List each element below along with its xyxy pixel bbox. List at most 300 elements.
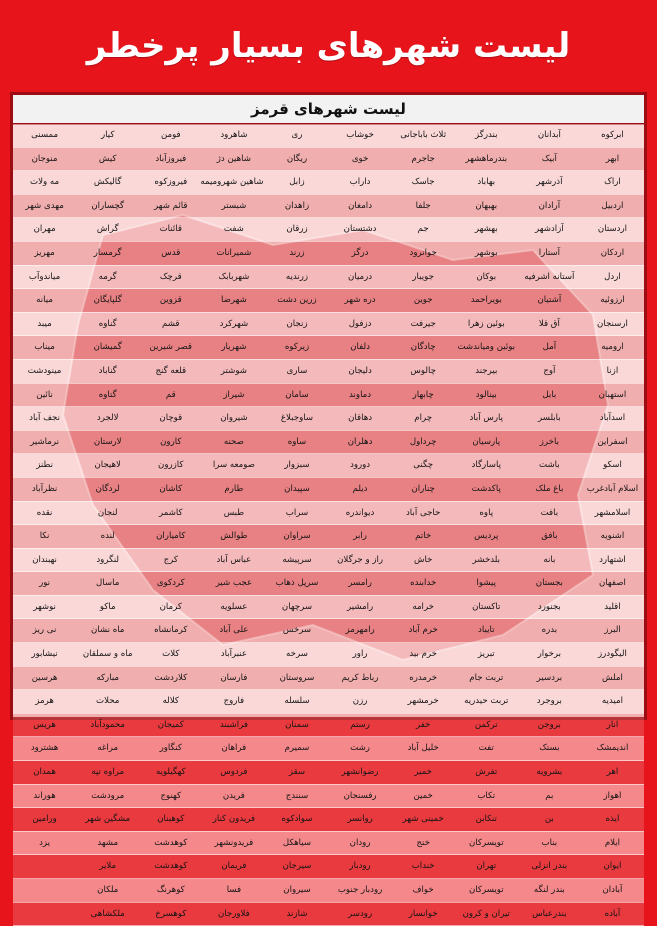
table-row [13,336,644,360]
city-cell: خفر [392,713,455,737]
city-cell: سنندج [265,784,328,808]
city-cell: ایلام [581,831,644,855]
city-cell: ایذه [581,808,644,832]
city-cell: نطنز [13,454,76,478]
city-cell: خرمشهر [392,690,455,714]
city-cell: نور [13,572,76,596]
city-cell: نرماشیر [13,430,76,454]
city-cell: درمیان [329,265,392,289]
city-cell: بوئین ومیاندشت [455,336,518,360]
city-cell: تفرش [455,761,518,785]
city-cell: ممسنی [13,124,76,147]
table-row [13,784,644,808]
city-cell: دماوند [329,383,392,407]
city-cell: نجف آباد [13,407,76,431]
city-cell: خمیر [392,761,455,785]
city-cell: تایباد [455,619,518,643]
city-cell: سمیرم [265,737,328,761]
table-row [13,902,644,926]
cities-table [13,124,644,926]
city-cell: سمنان [265,713,328,737]
city-cell: مینودشت [13,359,76,383]
city-cell: بروجن [518,713,581,737]
city-cell: گتاوه [76,383,139,407]
city-cell: روانسر [329,808,392,832]
city-cell: تاکستان [455,595,518,619]
table-subtitle: لیست شهرهای قرمز [13,95,644,125]
city-cell: بجستان [518,572,581,596]
city-cell: نیشابور [13,643,76,667]
city-cell: ریگان [265,147,328,171]
city-cell: کهگیلویه [139,761,202,785]
city-cell: ازنا [581,359,644,383]
table-row [13,218,644,242]
city-cell: شهربابک [202,265,265,289]
table-row [13,525,644,549]
city-cell: بندرعباس [518,902,581,926]
city-cell: جاجرم [392,147,455,171]
city-cell: بوشهر [455,241,518,265]
city-cell: تیران و کرون [455,902,518,926]
city-cell: بن [518,808,581,832]
city-cell: مهریز [13,241,76,265]
city-cell: باخرز [518,430,581,454]
city-cell: ثلاث باباجانی [392,124,455,147]
city-cell: چرداول [392,430,455,454]
city-cell: ارسنجان [581,312,644,336]
city-cell: لارستان [76,430,139,454]
city-cell: ماه و سملقان [76,643,139,667]
city-cell: اسدآباد [581,407,644,431]
city-cell: میبد [13,312,76,336]
city-cell: رامهرمز [329,619,392,643]
city-cell: فراشبند [202,713,265,737]
city-cell: برخوار [518,643,581,667]
city-cell: صومعه سرا [202,454,265,478]
city-cell: شهرضا [202,289,265,313]
city-cell: جم [392,218,455,242]
city-cell: جوین [392,289,455,313]
city-cell: بهشهر [455,218,518,242]
city-cell: مهدی شهر [13,194,76,218]
city-cell: تبریز [455,643,518,667]
city-cell: سرپل ذهاب [265,572,328,596]
city-cell: تهران [455,855,518,879]
city-cell: خمینی شهر [392,808,455,832]
table-row [13,312,644,336]
city-cell: راز و جرگلان [329,548,392,572]
city-cell: قوچان [139,407,202,431]
table-row [13,477,644,501]
city-cell: پیشوا [455,572,518,596]
city-cell: سرچهان [265,595,328,619]
city-cell: عنبرآباد [202,643,265,667]
city-cell: رامشیر [329,595,392,619]
city-cell: داراب [329,171,392,195]
city-cell: لنده [76,525,139,549]
city-cell: میاندوآب [13,265,76,289]
city-cell: تکاب [455,784,518,808]
city-cell: بابل [518,383,581,407]
city-cell: پارس آباد [455,407,518,431]
city-cell: قم [139,383,202,407]
city-cell: رودبار [329,855,392,879]
table-row [13,808,644,832]
city-cell: دهلران [329,430,392,454]
city-cell: گرمسار [76,241,139,265]
city-cell: سبزوار [265,454,328,478]
city-cell: شیروان [202,407,265,431]
city-cell: طارم [202,477,265,501]
city-cell: گلپایگان [76,289,139,313]
city-cell: قائنات [139,218,202,242]
city-cell: صحنه [202,430,265,454]
city-cell: سامان [265,383,328,407]
city-cell: بویراحمد [455,289,518,313]
city-cell: بینالود [455,383,518,407]
city-cell: دلفان [329,336,392,360]
city-cell: کلات [139,643,202,667]
city-cell: مه ولات [13,171,76,195]
city-cell: رباط کریم [329,666,392,690]
city-cell: بدره [518,619,581,643]
city-cell: مشگین شهر [76,808,139,832]
city-cell: بروجرد [518,690,581,714]
city-cell: کوهرنگ [139,879,202,903]
table-row [13,713,644,737]
city-cell: گناوه [76,312,139,336]
city-cell: اردستان [581,218,644,242]
city-cell: چگنی [392,454,455,478]
table-row [13,383,644,407]
city-cell: رفسنجان [329,784,392,808]
city-cell: محمودآباد [76,713,139,737]
city-cell: خرم بید [392,643,455,667]
city-cell: کوهسرخ [139,902,202,926]
city-cell: زیرکوه [265,336,328,360]
city-cell: فسا [202,879,265,903]
city-cell: پارسیان [455,430,518,454]
city-cell: علی آباد [202,619,265,643]
table-row [13,289,644,313]
city-cell: دیواندره [329,501,392,525]
city-cell: ملکان [76,879,139,903]
city-cell: خرم آباد [392,619,455,643]
city-cell: البرز [581,619,644,643]
city-cell [13,855,76,879]
city-cell: مهران [13,218,76,242]
city-cell: کردکوی [139,572,202,596]
city-cell: نوشهر [13,595,76,619]
city-cell: رامسر [329,572,392,596]
city-cell: سراب [265,501,328,525]
city-cell: هرسین [13,666,76,690]
city-cell: نکا [13,525,76,549]
city-cell: خوانسار [392,902,455,926]
city-cell: بشرویه [518,761,581,785]
city-cell: بوئین زهرا [455,312,518,336]
city-cell: فارسان [202,666,265,690]
city-cell: هشترود [13,737,76,761]
city-cell: فریمان [202,855,265,879]
city-cell: قائم شهر [139,194,202,218]
city-cell: فراهان [202,737,265,761]
city-cell: هرمز [13,690,76,714]
city-cell: آبیک [518,147,581,171]
city-cell: زابل [265,171,328,195]
city-cell: چناران [392,477,455,501]
city-cell: ترکمن [455,713,518,737]
city-cell: ابرکوه [581,124,644,147]
city-cell: سراوان [265,525,328,549]
city-cell: بندر انزلی [518,855,581,879]
city-cell: مراغه [76,737,139,761]
city-cell: گالیکش [76,171,139,195]
city-cell: خدابنده [392,572,455,596]
city-cell: طبس [202,501,265,525]
city-cell: دره شهر [329,289,392,313]
city-cell: خوی [329,147,392,171]
city-cell: چرام [392,407,455,431]
city-cell: املش [581,666,644,690]
city-cell: کاشمر [139,501,202,525]
city-cell: لردگان [76,477,139,501]
city-cell: خرمدره [392,666,455,690]
city-cell: نی ریز [13,619,76,643]
city-cell: استهبان [581,383,644,407]
city-cell: خلیل آباد [392,737,455,761]
city-cell: زرین دشت [265,289,328,313]
city-cell: شیراز [202,383,265,407]
city-cell: کوهدشت [139,855,202,879]
city-cell: بوکان [455,265,518,289]
city-cell: سرخه [265,643,328,667]
city-cell: قلعه گنج [139,359,202,383]
table-row [13,501,644,525]
city-cell: اهواز [581,784,644,808]
city-cell: هریس [13,713,76,737]
city-cell: اصفهان [581,572,644,596]
city-cell: لالجرد [76,407,139,431]
table-row [13,761,644,785]
city-cell: لنگرود [76,548,139,572]
city-cell: آباده [581,902,644,926]
table-row [13,124,644,147]
city-cell: زرند [265,241,328,265]
city-cell: فردوس [202,761,265,785]
city-cell: رودان [329,831,392,855]
city-cell: بافت [518,501,581,525]
city-cell: دشتستان [329,218,392,242]
city-cell: زرندیه [265,265,328,289]
city-cell: آذرشهر [518,171,581,195]
city-cell: خنج [392,831,455,855]
city-cell: خاش [392,548,455,572]
city-cell: چالوس [392,359,455,383]
city-cell: میانه [13,289,76,313]
table-row [13,831,644,855]
city-cell: ری [265,124,328,147]
city-cell: طوالش [202,525,265,549]
city-cell: تربت جام [455,666,518,690]
city-cell: بافق [518,525,581,549]
city-cell: آبدانان [518,124,581,147]
city-cell: بانه [518,548,581,572]
city-cell: خاتم [392,525,455,549]
city-cell: اندیمشک [581,737,644,761]
city-cell: فریدونشهر [202,831,265,855]
city-cell: عسلویه [202,595,265,619]
table-row [13,666,644,690]
city-cell: عجب شیر [202,572,265,596]
city-cell: تنکابن [455,808,518,832]
city-cell: مراوه تپه [76,761,139,785]
city-cell: کرج [139,548,202,572]
city-cell: رشت [329,737,392,761]
city-cell: ابهر [581,147,644,171]
city-cell: گمیشان [76,336,139,360]
city-cell: مرودشت [76,784,139,808]
city-cell: خنداب [392,855,455,879]
city-cell: جاسک [392,171,455,195]
city-cell: چابهار [392,383,455,407]
city-cell: اشتهارد [581,548,644,572]
city-cell: جویبار [392,265,455,289]
city-cell: تویسرکان [455,879,518,903]
city-cell: فریدن [202,784,265,808]
city-cell: اسلامشهر [581,501,644,525]
city-cell: یزد [13,831,76,855]
city-cell: قدس [139,241,202,265]
city-cell: کازرون [139,454,202,478]
city-list-panel [10,92,647,919]
city-cell: بابلسر [518,407,581,431]
city-cell: همدان [13,761,76,785]
city-cell: سقز [265,761,328,785]
city-cell: بناب [518,831,581,855]
city-cell: سیرجان [265,855,328,879]
header-banner [0,0,657,92]
city-cell: پاوه [455,501,518,525]
city-cell: ملکشاهی [76,902,139,926]
city-cell: منوجان [13,147,76,171]
city-cell: دزفول [329,312,392,336]
city-cell: کارون [139,430,202,454]
city-cell: ماکو [76,595,139,619]
city-cell: کیار [76,124,139,147]
table-row [13,194,644,218]
city-cell: مشهد [76,831,139,855]
city-cell: جوانرود [392,241,455,265]
city-cell: بهاباد [455,171,518,195]
city-cell: جلفا [392,194,455,218]
city-cell: بندر لنگه [518,879,581,903]
city-cell: شبستر [202,194,265,218]
city-cell: خواف [392,879,455,903]
city-cell: هوراند [13,784,76,808]
city-cell: ساوجبلاغ [265,407,328,431]
city-cell: اسکو [581,454,644,478]
city-cell: بم [518,784,581,808]
city-cell: دامغان [329,194,392,218]
city-cell: نظرآباد [13,477,76,501]
city-cell: فیروزآباد [139,147,202,171]
city-cell: بندرماهشهر [455,147,518,171]
city-cell: گراش [76,218,139,242]
city-cell: کرمانشاه [139,619,202,643]
city-cell: خمین [392,784,455,808]
city-cell: ساری [265,359,328,383]
city-cell: آمل [518,336,581,360]
city-cell: بلدخشر [455,548,518,572]
city-cell: سیاهکل [265,831,328,855]
city-cell: دیلم [329,477,392,501]
city-cell: ایوان [581,855,644,879]
city-cell: آوج [518,359,581,383]
city-cell: بستک [518,737,581,761]
city-cell: زاهدان [265,194,328,218]
city-cell: ساوه [265,430,328,454]
city-cell: خوشاب [329,124,392,147]
city-cell: رودبار جنوب [329,879,392,903]
city-cell: گناباد [76,359,139,383]
city-cell: رزن [329,690,392,714]
city-cell: جیرفت [392,312,455,336]
city-cell: کرمان [139,595,202,619]
city-cell: شفت [202,218,265,242]
table-row [13,737,644,761]
city-cell: کلاله [139,690,202,714]
city-cell: بندرگز [455,124,518,147]
city-cell: آق قلا [518,312,581,336]
city-cell: اسفراین [581,430,644,454]
city-cell: آرادان [518,194,581,218]
city-cell: سروستان [265,666,328,690]
city-cell: تفت [455,737,518,761]
city-cell: نهبندان [13,548,76,572]
city-cell: درگز [329,241,392,265]
city-cell: کیش [76,147,139,171]
city-cell: تربت حیدریه [455,690,518,714]
table-row [13,241,644,265]
table-row [13,430,644,454]
city-cell: محلات [76,690,139,714]
city-cell: سوادکوه [265,808,328,832]
city-cell: زرقان [265,218,328,242]
city-cell: اردبیل [581,194,644,218]
city-cell: خرامه [392,595,455,619]
table-row [13,595,644,619]
city-cell: اقلید [581,595,644,619]
city-cell: اسلام آبادغرب [581,477,644,501]
city-cell: دلیجان [329,359,392,383]
city-cell: آستارا [518,241,581,265]
city-cell: فریدون کنار [202,808,265,832]
city-cell: ماه نشان [76,619,139,643]
city-cell: شهرکرد [202,312,265,336]
city-cell: شاهین دژ [202,147,265,171]
city-cell: شمیرانات [202,241,265,265]
city-cell: شاهین شهرومیمه [202,171,265,195]
city-cell: بهبهان [455,194,518,218]
city-cell: کهنوج [139,784,202,808]
table-row [13,147,644,171]
city-cell: شوشتر [202,359,265,383]
table-row [13,643,644,667]
city-cell: آشتیان [518,289,581,313]
city-cell: کلاردشت [139,666,202,690]
table-row [13,407,644,431]
